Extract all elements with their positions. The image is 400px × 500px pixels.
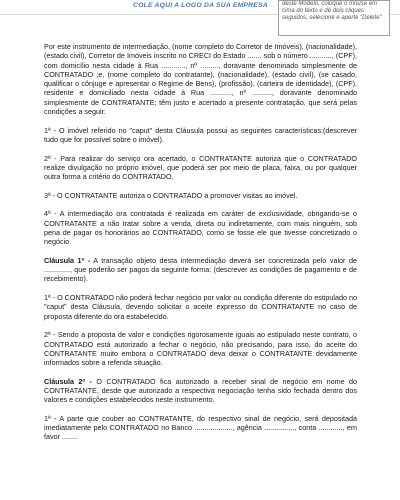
logo-placeholder[interactable]: COLE AQUI A LOGO DA SUA EMPRESA xyxy=(133,2,268,9)
contract-paragraph xyxy=(44,377,357,405)
contract-paragraph xyxy=(44,42,357,116)
paragraph-text: 1ª - O imóvel referido no "caput" desta Cláusula possui as seguintes características:(descrever tudo que for possível sobre o imóvel). xyxy=(44,125,357,144)
contract-paragraph xyxy=(44,191,357,200)
contract-paragraph xyxy=(44,154,357,182)
contract-paragraph xyxy=(44,293,357,321)
contract-paragraph xyxy=(44,414,357,442)
contract-paragraph xyxy=(44,209,357,246)
paragraph-text: 1ª - O CONTRATADO não poderá fechar negócio por valor ou condição diferente do estipulado no "caput" desta Cláusula, devendo solicitar o aceite expresso do CONTRATANTE no caso de proposta diferente do ora estabelecido. xyxy=(44,293,357,321)
paragraph-text: A transação objeto desta intermediação deverá ser concretizada pelo valor de ............., que poderão ser pagos da seguinte forma: (descrever as condições de pagamento e de recebimento). xyxy=(44,255,357,284)
paragraph-text: 2ª - Sendo a proposta de valor e condições rigorosamente iguais ao estipulado neste contrato, o CONTRATADO está autorizado a fechar o negócio, não precisando, para isso, do aceite do CONTRATANTE muito embora o CONTRATADO deva deixar o CONTRATANTE devidamente informados sobre a referida situação. xyxy=(44,330,357,368)
paragraph-text: O CONTRATADO fica autorizado a receber sinal de negócio em nome do CONTRATANTE, desde que autorizado a respectiva negociação tenha sido fechada dentro dos valores e condições estabelecidos neste instrumento. xyxy=(44,376,357,405)
clause-label: Cláusula 1ª - xyxy=(44,255,91,265)
clause-label: Cláusula 2ª - xyxy=(44,376,92,386)
instruction-tip: deste Modelo, coloque o mouse em cima do texto e dê dois cliques seguidos, selecione e aperte "Delete" xyxy=(278,0,390,36)
paragraph-text: 4ª - A intermediação ora contratada é realizada em caráter de exclusividade, obrigando-se o CONTRATANTE a não tratar sobre a venda, direta ou indiretamente, com mais ninguém, sob pena de pagar os honorários ao CONTRATADO, como se fosse ele que tivesse concretizado o negócio. xyxy=(44,209,357,247)
contract-paragraph xyxy=(44,330,357,367)
paragraph-text: 1ª - A parte que couber ao CONTRATANTE, do respectivo sinal de negócio, será depositada imediatamente pelo CONTRATADO no Banco ..................., agência ..............., conta ............, em favor ........ xyxy=(44,413,357,442)
contract-body xyxy=(44,42,357,451)
paragraph-text: 3ª - O CONTRATANTE autoriza o CONTRATADO a promover visitas ao imóvel. xyxy=(44,190,298,200)
contract-paragraph xyxy=(44,126,357,145)
paragraph-text: 2ª - Para realizar do serviço ora acertado, o CONTRATANTE autoriza que o CONTRATADO realize divulgação no próprio imóvel, que poderá ser por meio de placa, faixa, ou por qualquer outra forma a critério do CONTRATADO. xyxy=(44,153,357,182)
contract-paragraph xyxy=(44,256,357,284)
paragraph-text: Por este instrumento de intermediação, (nome completo do Corretor de Imóveis), (nacionalidade), (estado civil), Corretor de Imóveis inscrito no CRECI do Estado ....... sob o número ..........., (CPF), com domicílio nesta cidade à Rua ............, nº ........., doravante denominado simplesmente de CONTRATADO ;e, (nome completo do contratante), (nacionalidade), (estado civil), (se casado, qualificar o cônjuge e apresentar o Regime de Bens), (profissão), (carteira de identidade), (CPF), residente e domiciliado nesta cidade à Rua ..........., nº .........., doravante denominado simplesmente de CONTRATANTE; têm justo e acertado a presente contratação, que será pelas condições a seguir: xyxy=(44,42,357,117)
